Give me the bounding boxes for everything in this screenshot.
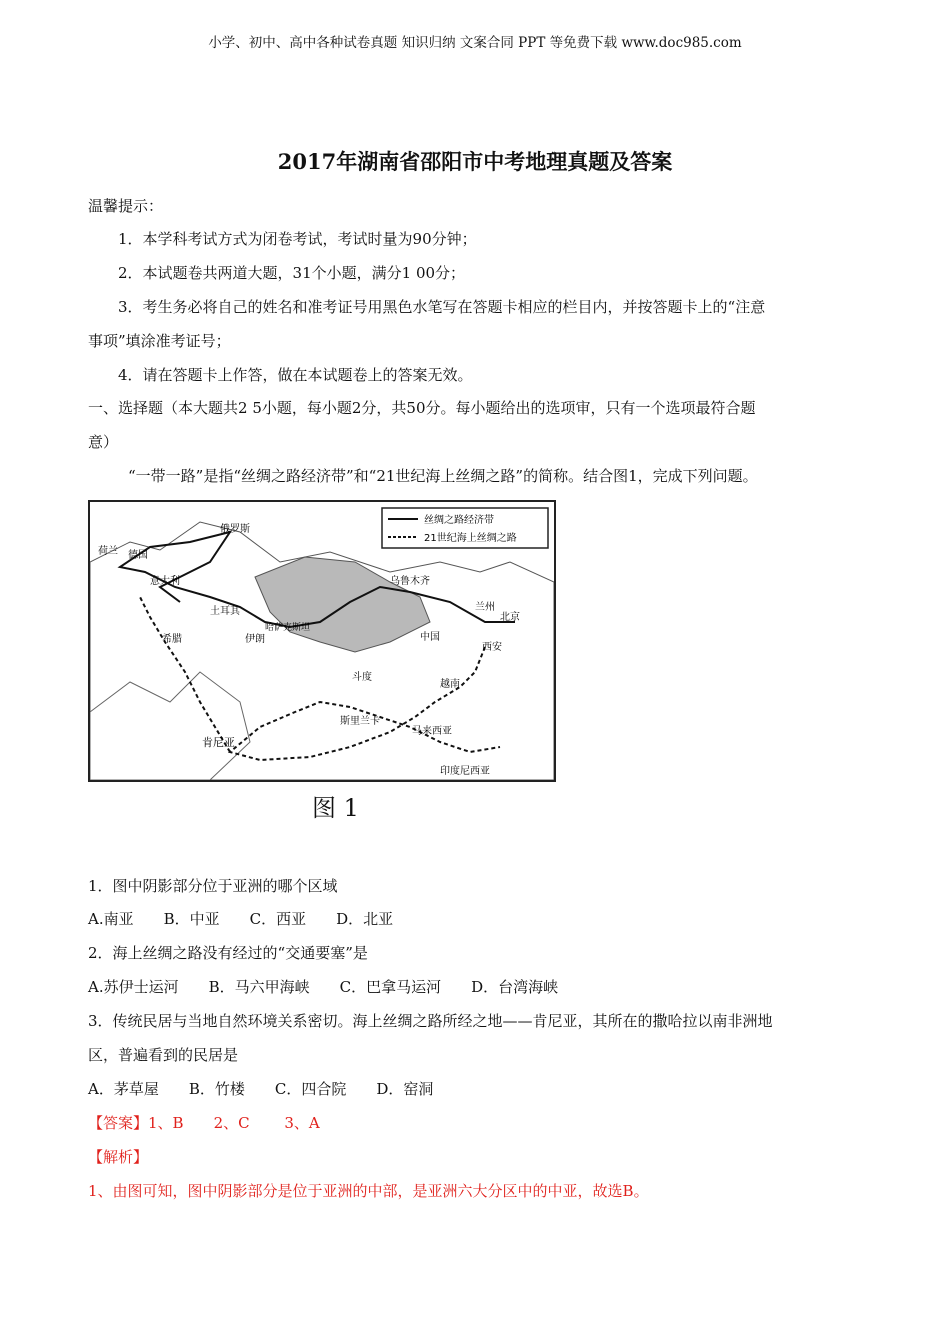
- analysis-1: 1、由图可知，图中阴影部分是位于亚洲的中部，是亚洲六大分区中的中亚，故选B。: [88, 1182, 649, 1200]
- label-iran: 伊朗: [245, 634, 265, 645]
- label-netherlands: 荷兰: [98, 546, 118, 557]
- label-beijing: 北京: [500, 612, 520, 623]
- label-germany: 德国: [128, 550, 148, 561]
- q2-options: A.苏伊士运河 B．马六甲海峡 C．巴拿马运河 D．台湾海峡: [88, 978, 559, 996]
- tip-2: 2．本试题卷共两道大题，31个小题，满分1 00分；: [118, 264, 466, 282]
- label-russia: 俄罗斯: [220, 524, 250, 535]
- label-vietnam: 越南: [440, 679, 460, 690]
- label-malaysia: 马来西亚: [412, 726, 452, 737]
- q3-options: A．茅草屋 B．竹楼 C．四合院 D．窑洞: [88, 1080, 434, 1098]
- label-xian: 西安: [482, 642, 502, 653]
- label-india: 斗度: [352, 672, 372, 683]
- q3-stem: 3．传统民居与当地自然环境关系密切。海上丝绸之路所经之地——肯尼亚，其所在的撒哈拉以南非洲地: [88, 1012, 773, 1030]
- page-title: 2017年湖南省邵阳市中考地理真题及答案: [277, 149, 673, 174]
- label-kenya: 肯尼亚: [202, 736, 235, 749]
- label-urumqi: 乌鲁木齐: [390, 576, 430, 587]
- tip-3-cont: 事项”填涂准考证号；: [88, 332, 231, 350]
- section-heading-cont: 意）: [88, 433, 119, 451]
- q3-stem-cont: 区，普遍看到的民居是: [88, 1046, 239, 1064]
- label-kazakhstan: 哈萨克斯坦: [265, 623, 311, 633]
- question-intro: “一带一路”是指“丝绸之路经济带”和“21世纪海上丝绸之路”的简称。结合图1，完成下列问题。: [128, 467, 758, 485]
- legend-land-label: 丝绸之路经济带: [424, 515, 494, 526]
- tip-1: 1．本学科考试方式为闭卷考试，考试时量为90分钟；: [118, 230, 477, 248]
- label-italy: 意大利: [150, 576, 180, 587]
- label-china: 中国: [420, 632, 440, 643]
- q1-options: A.南亚 B．中亚 C．西亚 D．北亚: [88, 910, 394, 928]
- map-svg: [90, 502, 554, 780]
- label-turkey: 土耳其: [210, 606, 240, 617]
- tip-4: 4．请在答题卡上作答，做在本试题卷上的答案无效。: [118, 366, 473, 384]
- figure-caption: 图 1: [312, 794, 359, 822]
- tips-heading: 温馨提示：: [88, 197, 164, 215]
- q2-stem: 2．海上丝绸之路没有经过的“交通要塞”是: [88, 944, 368, 962]
- label-greece: 希腊: [162, 634, 182, 645]
- page-header: 小学、初中、高中各种试卷真题 知识归纳 文案合同 PPT 等免费下载 www.doc985.com: [208, 35, 742, 51]
- legend-sea-label: 21世纪海上丝绸之路: [424, 533, 517, 544]
- analysis-label: 【解析】: [88, 1148, 149, 1166]
- label-sri-lanka: 斯里兰卡: [340, 716, 380, 727]
- label-lanzhou: 兰州: [475, 602, 495, 613]
- tip-3: 3．考生务必将自己的姓名和准考证号用黑色水笔写在答题卡相应的栏目内，并按答题卡上的“注意: [118, 298, 766, 316]
- map-figure: [88, 500, 556, 782]
- label-indonesia: 印度尼西亚: [440, 766, 490, 777]
- section-heading: 一、选择题（本大题共2 5小题，每小题2分，共50分。每小题给出的选项审，只有一个选项最符合题: [88, 399, 756, 417]
- q1-stem: 1．图中阴影部分位于亚洲的哪个区域: [88, 877, 338, 895]
- answer: 【答案】1、B 2、C 3、A: [88, 1114, 320, 1132]
